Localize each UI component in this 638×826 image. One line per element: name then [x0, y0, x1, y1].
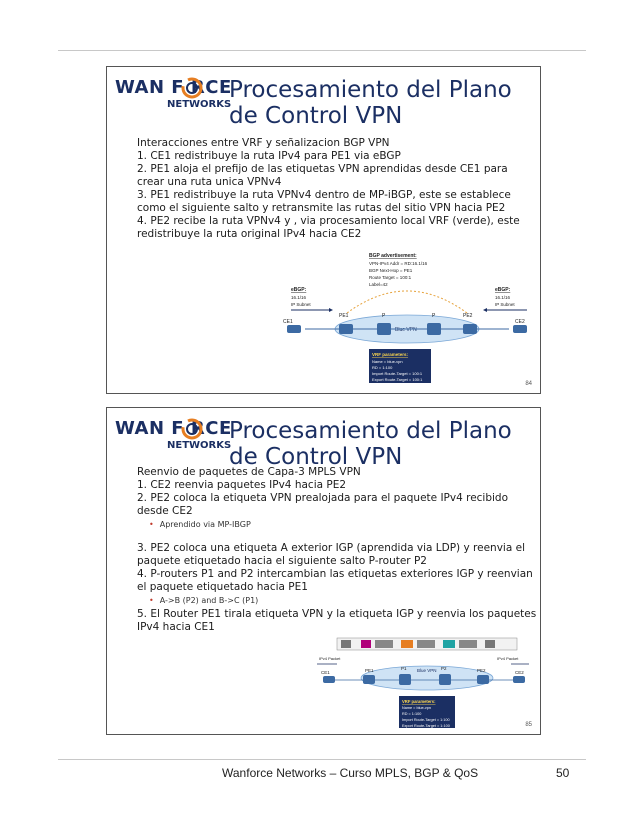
bgp-adv-line: BGP Next-Hop = PE1: [369, 268, 413, 273]
title-line-2: de Control VPN: [229, 444, 403, 470]
label-segment: [361, 640, 371, 648]
label-segment: [341, 640, 351, 648]
body-line: 1. CE2 reenvia paquetes IPv4 hacia PE2: [137, 479, 347, 491]
logo-sub-text: NETWORKS: [167, 99, 232, 110]
slide-title: [229, 77, 512, 129]
bullet-item: • A->B (P2) and B->C (P1): [149, 596, 259, 605]
ebgp-right-line: 16.1/16: [495, 295, 511, 300]
ebgp-right-line: IP Subnet: [495, 302, 515, 307]
body-line: 1. CE1 redistribuye la ruta IPv4 para PE1 via eBGP: [137, 150, 401, 162]
wanforce-logo: [115, 418, 232, 460]
ebgp-left-arrowhead: [329, 308, 333, 312]
title-line-2: de Control VPN: [229, 103, 403, 129]
p1-router-icon: [377, 323, 391, 335]
slide-body: [137, 137, 537, 241]
slide-85: [106, 407, 541, 735]
ipv4-left-label: IPv4 Packet: [319, 656, 341, 661]
vrf-line: RD = 1:100: [372, 365, 393, 370]
wanforce-logo: [115, 77, 232, 119]
p1-router-icon: [399, 674, 411, 685]
p2-label: P2: [441, 666, 447, 671]
ebgp-left-line: IP Subnet: [291, 302, 311, 307]
body-line: 5. El Router PE1 tirala etiqueta VPN y la etiqueta IGP y reenvia los paquetes IPv4 hacia CE1: [137, 608, 537, 633]
vrf-line: Name = blue-vpn: [372, 359, 403, 364]
ebgp-left-title: eBGP:: [291, 287, 307, 293]
slide-number: 85: [525, 722, 532, 728]
p2-label: P: [432, 313, 436, 319]
bullet-text: Aprendido via MP-IBGP: [159, 520, 251, 529]
body-line: 4. P-routers P1 and P2 intercambian las etiquetas exteriores IGP y reenvian el paquete etiquetado hacia PE1: [137, 568, 533, 593]
bgp-adv-line: Route Target = 100:1: [369, 275, 412, 280]
pe2-label: PE2: [477, 668, 486, 673]
logo-sub-text: NETWORKS: [167, 440, 232, 451]
body-line: 4. PE2 recibe la ruta VPNv4 y , via procesamiento local VRF (verde), este redistribuye la ruta original IPv4 hacia CE2: [137, 215, 520, 240]
pe2-router-icon: [463, 324, 477, 334]
p2-router-icon: [427, 323, 441, 335]
bullet-item: • Aprendido via MP-IBGP: [149, 520, 251, 529]
ce2-router-icon: [513, 676, 525, 683]
body-line: 2. PE2 coloca la etiqueta VPN prealojada para el paquete IPv4 recibido desde CE2: [137, 492, 509, 517]
pe2-router-icon: [477, 675, 489, 684]
logo-main-text: WAN F RCE: [115, 418, 232, 439]
vrf-line: Export Route-Target = 100:1: [372, 377, 423, 382]
label-segment: [417, 640, 435, 648]
ce1-label: CE1: [321, 670, 330, 675]
cloud-label: Blue VPN: [395, 327, 417, 333]
vrf-title: VRF parameters:: [402, 699, 436, 704]
top-rule: [58, 50, 586, 51]
logo-swirl-icon: [179, 75, 205, 101]
vrf-line: Import Route-Target = 100:1: [372, 371, 423, 376]
label-segment: [459, 640, 477, 648]
ebgp-right-arrowhead: [483, 308, 487, 312]
ce1-router-icon: [323, 676, 335, 683]
title-line-1: Procesamiento del Plano: [229, 77, 512, 103]
vrf-line: Name = blue-vpn: [402, 706, 432, 710]
body-line: 3. PE2 coloca una etiqueta A exterior IGP (aprendida via LDP) y reenvia el paquete etiquetado hacia el siguiente salto P-router P2: [137, 542, 525, 567]
bottom-rule: [58, 759, 586, 760]
body-line: 2. PE1 aloja el prefijo de las etiquetas VPN aprendidas desde CE1 para crear una ruta unica VPNv4: [137, 163, 508, 188]
label-segment: [485, 640, 495, 648]
body-line: 3. PE1 redistribuye la ruta VPNv4 dentro de MP-iBGP, este se establece como el siguiente salto y retransmite las rutas del sitio VPN hacia PE2: [137, 189, 511, 214]
bgp-adv-line: VPN-IPv4 Addr = RD:16.1/16: [369, 261, 428, 266]
pe2-label: PE2: [463, 313, 473, 319]
label-segment: [443, 640, 455, 648]
footer-text: Wanforce Networks – Curso MPLS, BGP & QoS: [222, 766, 479, 780]
logo-swirl-icon: [179, 416, 205, 442]
cloud-label: Blue VPN: [417, 668, 437, 673]
pe1-router-icon: [363, 675, 375, 684]
ce2-label: CE2: [515, 670, 524, 675]
vrf-title: VRF parameters:: [372, 352, 409, 357]
pe1-label: PE1: [365, 668, 374, 673]
footer-page-number: 50: [556, 766, 570, 780]
ibgp-arc: [347, 291, 467, 313]
forwarding-diagram: [317, 636, 531, 730]
ipv4-right-label: IPv4 Packet: [497, 656, 519, 661]
bgp-diagram: [277, 249, 533, 387]
slide-body: [137, 466, 537, 634]
p2-router-icon: [439, 674, 451, 685]
p1-label: P1: [401, 666, 407, 671]
p1-label: P: [382, 313, 386, 319]
ce1-label: CE1: [283, 319, 293, 325]
pe1-label: PE1: [339, 313, 349, 319]
logo-main-text: WAN F RCE: [115, 77, 232, 98]
ebgp-right-title: eBGP:: [495, 287, 511, 293]
body-line: Reenvio de paquetes de Capa-3 MPLS VPN: [137, 466, 361, 478]
ce2-router-icon: [513, 325, 527, 333]
vrf-line: RD = 1:100: [402, 712, 422, 716]
slide-number: 84: [525, 381, 532, 387]
title-line-1: Procesamiento del Plano: [229, 418, 512, 444]
bullet-text: A->B (P2) and B->C (P1): [159, 596, 259, 605]
label-segment: [375, 640, 393, 648]
bgp-adv-line: Label=42: [369, 282, 388, 287]
label-segment: [401, 640, 413, 648]
ce1-router-icon: [287, 325, 301, 333]
vrf-line: Export Route-Target = 1:100: [402, 724, 450, 728]
slide-title: [229, 418, 512, 470]
bgp-adv-title: BGP advertisement:: [369, 253, 417, 259]
pe1-router-icon: [339, 324, 353, 334]
ce2-label: CE2: [515, 319, 525, 325]
ebgp-left-line: 16.1/16: [291, 295, 307, 300]
slide-84: [106, 66, 541, 394]
body-line: Interacciones entre VRF y señalizacion BGP VPN: [137, 137, 390, 149]
vrf-line: Import Route-Target = 1:100: [402, 718, 450, 722]
